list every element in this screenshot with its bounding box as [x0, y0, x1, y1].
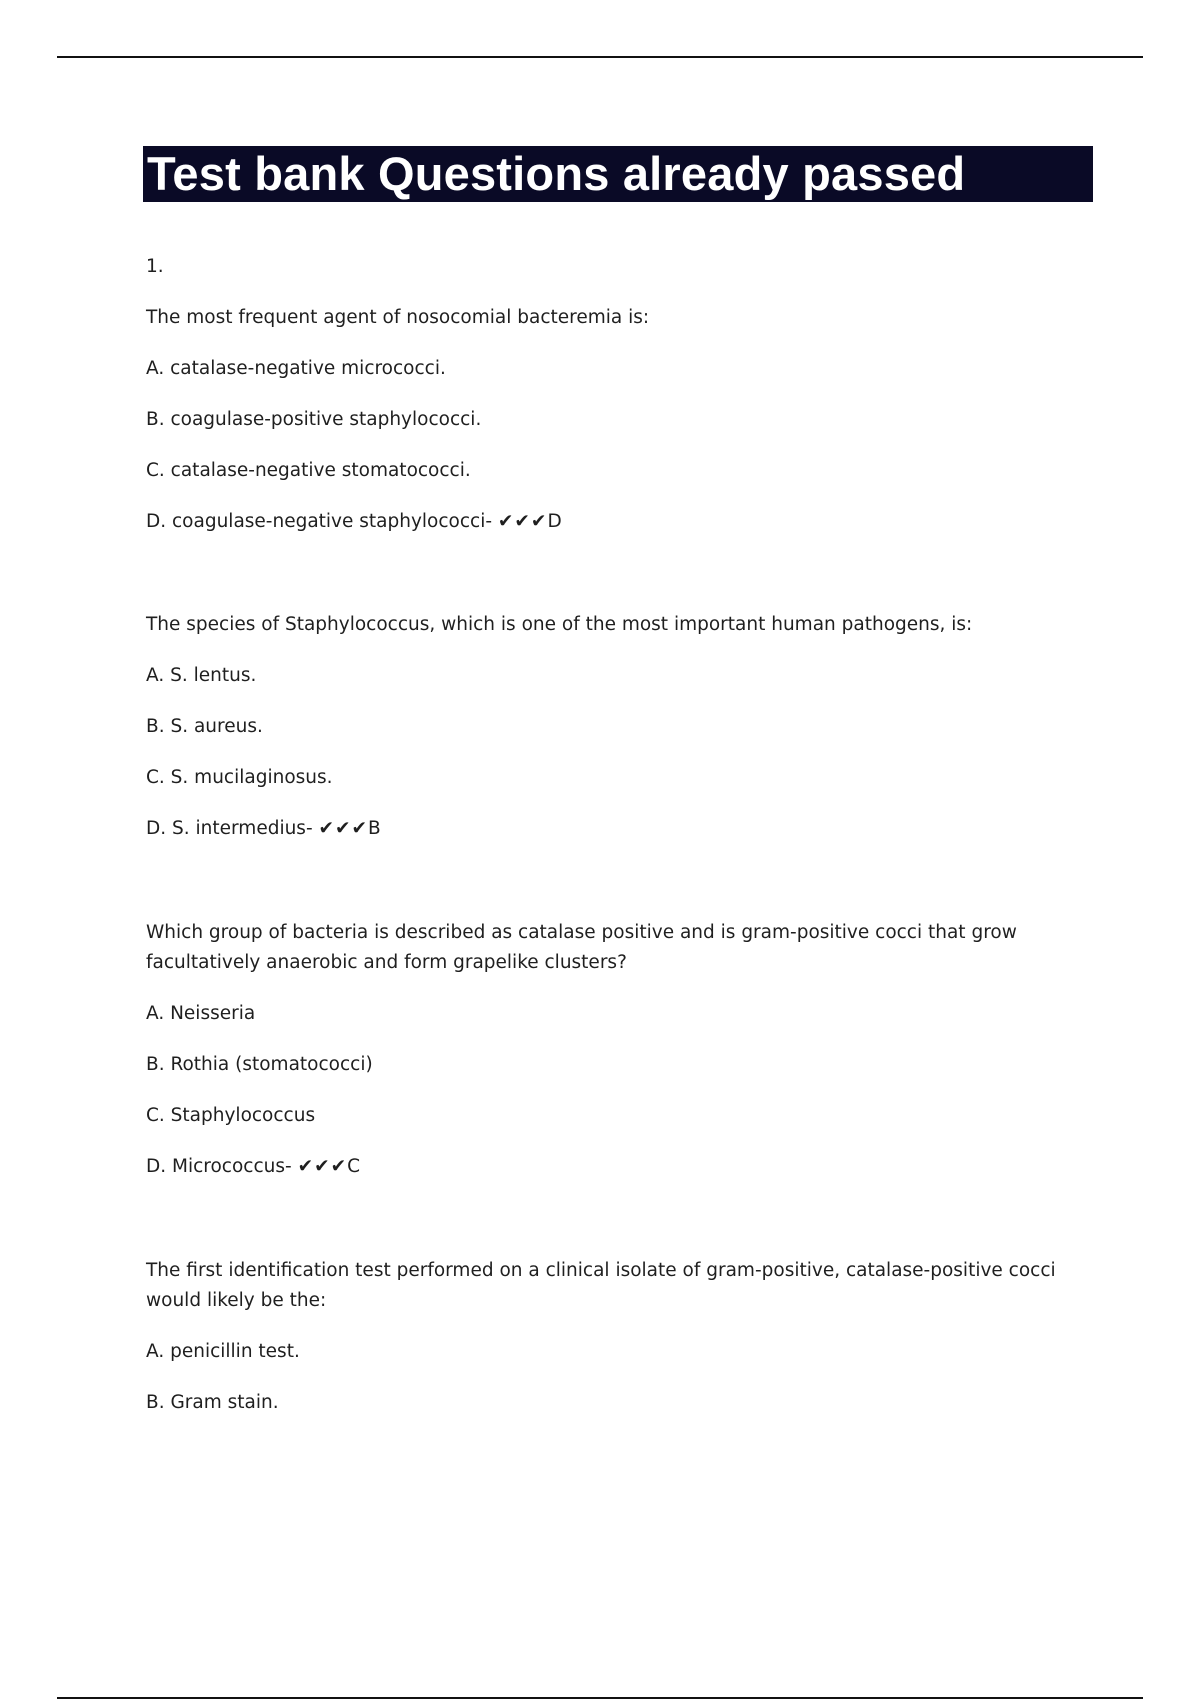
- question-text: The first identification test performed on a clinical isolate of gram-positive, catalase-positive cocci would likely be the:: [146, 1260, 1056, 1311]
- option-d: D. S. intermedius-: [146, 818, 313, 839]
- checkmark-icon: ✔✔✔: [497, 511, 548, 532]
- option-a: A. catalase-negative micrococci.: [146, 358, 446, 379]
- option-b: B. coagulase-positive staphylococci.: [146, 409, 482, 430]
- question-text: The species of Staphylococcus, which is one of the most important human pathogens, is:: [146, 614, 973, 635]
- option-a: A. penicillin test.: [146, 1341, 300, 1362]
- question-2: [146, 610, 1106, 844]
- top-rule: [57, 56, 1143, 58]
- option-c: C. Staphylococcus: [146, 1105, 316, 1126]
- option-d-with-answer: [146, 814, 1106, 844]
- option-b: B. S. aureus.: [146, 716, 263, 737]
- question-list: [146, 252, 1106, 1439]
- bottom-rule: [57, 1697, 1143, 1699]
- answer-letter: C: [347, 1156, 360, 1177]
- option-d-with-answer: [146, 507, 1106, 537]
- question-text: Which group of bacteria is described as catalase positive and is gram-positive cocci that grow facultatively anaerobic and form grapelike clusters?: [146, 922, 1017, 973]
- checkmark-icon: ✔✔✔: [297, 1156, 348, 1177]
- checkmark-icon: ✔✔✔: [318, 818, 369, 839]
- option-a: A. S. lentus.: [146, 665, 257, 686]
- question-number: 1.: [146, 256, 164, 277]
- option-b: B. Gram stain.: [146, 1392, 279, 1413]
- question-3: [146, 918, 1106, 1182]
- title-banner: [143, 146, 1093, 202]
- option-a: A. Neisseria: [146, 1003, 256, 1024]
- option-c: C. S. mucilaginosus.: [146, 767, 333, 788]
- page-title: Test bank Questions already passed: [147, 147, 966, 200]
- option-d-with-answer: [146, 1152, 1106, 1182]
- option-d: D. coagulase-negative staphylococci-: [146, 511, 493, 532]
- answer-letter: B: [368, 818, 381, 839]
- question-4: [146, 1256, 1106, 1418]
- option-c: C. catalase-negative stomatococci.: [146, 460, 471, 481]
- answer-letter: D: [547, 511, 562, 532]
- option-b: B. Rothia (stomatococci): [146, 1054, 373, 1075]
- option-d: D. Micrococcus-: [146, 1156, 292, 1177]
- question-1: [146, 303, 1106, 537]
- question-text: The most frequent agent of nosocomial bacteremia is:: [146, 307, 650, 328]
